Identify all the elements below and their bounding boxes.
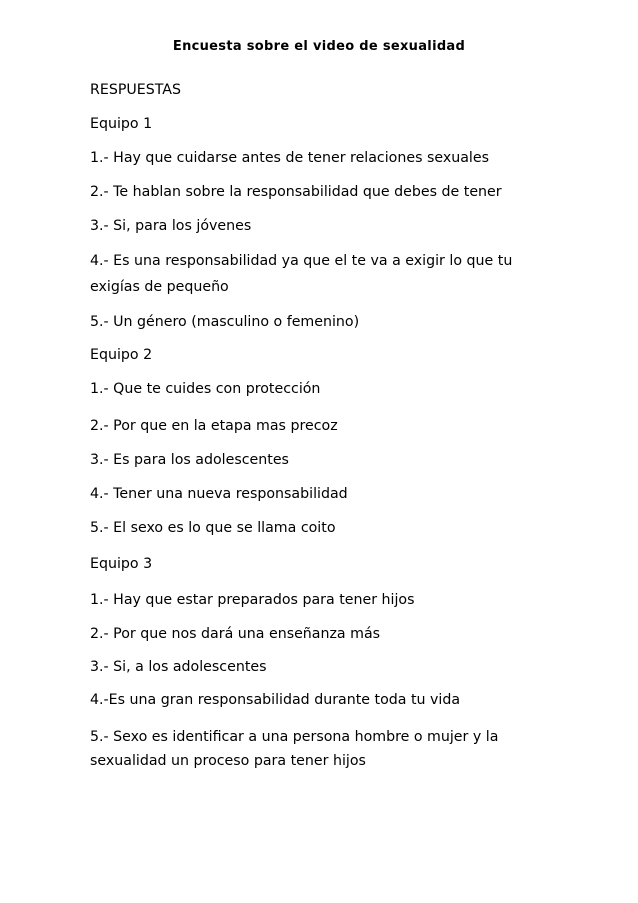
team-3-answer-4: 4.-Es una gran responsabilidad durante toda tu vida: [90, 692, 461, 708]
team-3-heading: Equipo 3: [90, 556, 153, 572]
team-3-answer-1: 1.- Hay que estar preparados para tener hijos: [90, 592, 415, 608]
team-1-answer-5: 5.- Un género (masculino o femenino): [90, 314, 360, 330]
team-1-heading: Equipo 1: [90, 116, 153, 132]
team-3-answer-3: 3.- Si, a los adolescentes: [90, 659, 267, 675]
team-2-answer-4: 4.- Tener una nueva responsabilidad: [90, 486, 348, 502]
team-1-answer-4-line-1: 4.- Es una responsabilidad ya que el te va a exigir lo que tu: [90, 253, 513, 269]
team-3-answer-2: 2.- Por que nos dará una enseñanza más: [90, 626, 381, 642]
team-2-answer-2: 2.- Por que en la etapa mas precoz: [90, 418, 338, 434]
team-1-answer-1: 1.- Hay que cuidarse antes de tener relaciones sexuales: [90, 150, 489, 166]
team-1-answer-4-line-2: exigías de pequeño: [90, 279, 229, 295]
team-3-answer-5-line-1: 5.- Sexo es identificar a una persona hombre o mujer y la: [90, 729, 499, 745]
team-1-answer-3: 3.- Si, para los jóvenes: [90, 218, 252, 234]
team-2-heading: Equipo 2: [90, 347, 153, 363]
team-2-answer-1: 1.- Que te cuides con protección: [90, 381, 321, 397]
team-2-answer-3: 3.- Es para los adolescentes: [90, 452, 289, 468]
section-heading: RESPUESTAS: [90, 82, 182, 98]
document-title: Encuesta sobre el video de sexualidad: [172, 39, 466, 54]
team-3-answer-5-line-2: sexualidad un proceso para tener hijos: [90, 753, 366, 769]
team-2-answer-5: 5.- El sexo es lo que se llama coito: [90, 520, 336, 536]
team-1-answer-2: 2.- Te hablan sobre la responsabilidad que debes de tener: [90, 184, 502, 200]
